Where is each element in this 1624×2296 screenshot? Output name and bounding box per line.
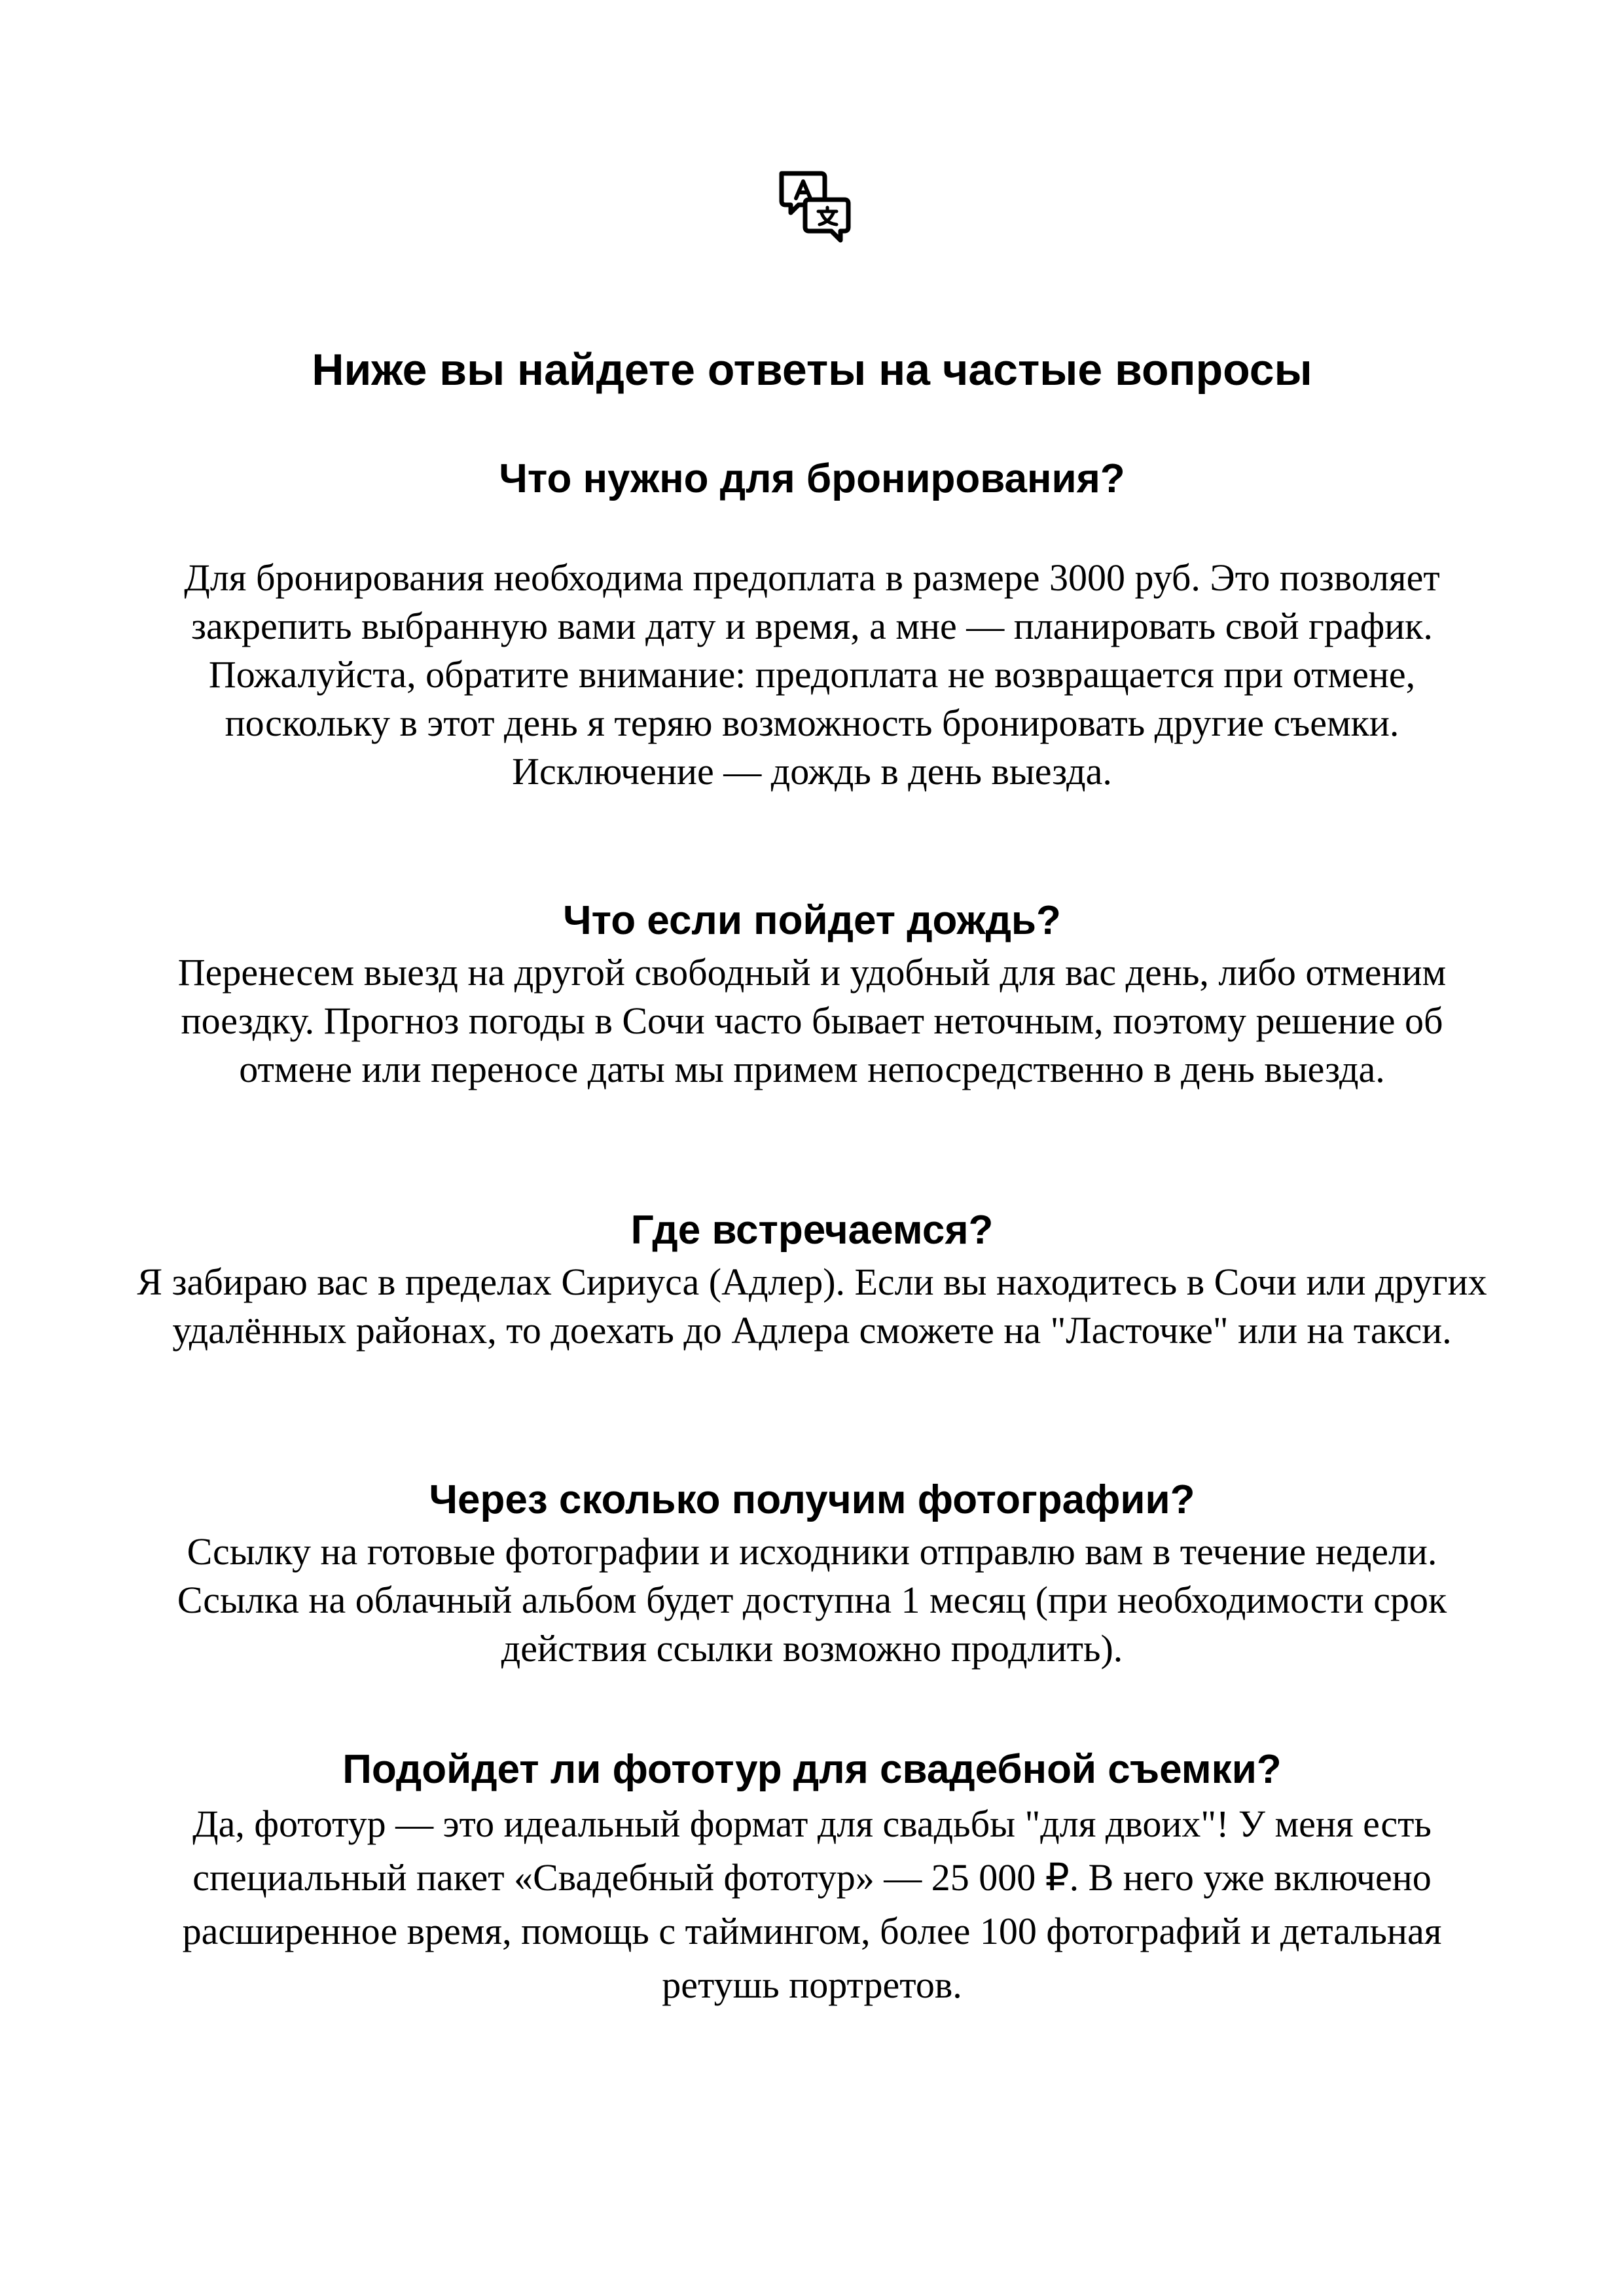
faq-answer: Ссылку на готовые фотографии и исходники отправлю вам в течение недели. Ссылка на облачный альбом будет доступна 1 месяц (при необходимости срок действия ссылки возможно продлить). [177, 1530, 1447, 1670]
faq-answer: Я забираю вас в пределах Сириуса (Адлер). Если вы находитесь в Сочи или других удалённых районах, то доехать до Адлера сможете на "Ласточке" или на такси. [137, 1261, 1487, 1352]
faq-item-rain [0, 893, 1624, 1094]
faq-answer: Да, фототур — это идеальный формат для свадьбы "для двоих"! У меня есть специальный пакет «Свадебный фототур» — 25 000 ₽. В него уже включено расширенное время, помощь с таймингом, более 100 фотографий и детальная ретушь портретов. [182, 1803, 1442, 2006]
faq-item-meeting-point [0, 1203, 1624, 1355]
faq-question: Где встречаемся? [630, 1208, 994, 1253]
faq-question: Что если пойдет дождь? [563, 898, 1061, 943]
faq-question: Через сколько получим фотографии? [429, 1477, 1195, 1522]
faq-item-wedding-tour [0, 1742, 1624, 2012]
faq-answer: Для бронирования необходима предоплата в размере 3000 руб. Это позволяет закрепить выбранную вами дату и время, а мне — планировать свой график. Пожалуйста, обратите внимание: предоплата не возвращается при отмене, поскольку в этот день я теряю возможность бронировать другие съемки. Исключение — дождь в день выезда. [184, 556, 1440, 793]
faq-answer: Перенесем выезд на другой свободный и удобный для вас день, либо отменим поездку. Прогноз погоды в Сочи часто бывает неточным, поэтому решение об отмене или переносе даты мы примем непосредственно в день выезда. [177, 951, 1447, 1090]
faq-question: Что нужно для бронирования? [499, 456, 1125, 501]
faq-item-photo-delivery [0, 1473, 1624, 1673]
faq-question: Подойдет ли фототур для свадебной съемки? [342, 1747, 1282, 1792]
translate-chat-icon [772, 167, 857, 252]
page-title: Ниже вы найдете ответы на частые вопросы [312, 345, 1312, 395]
faq-item-booking [0, 452, 1624, 796]
